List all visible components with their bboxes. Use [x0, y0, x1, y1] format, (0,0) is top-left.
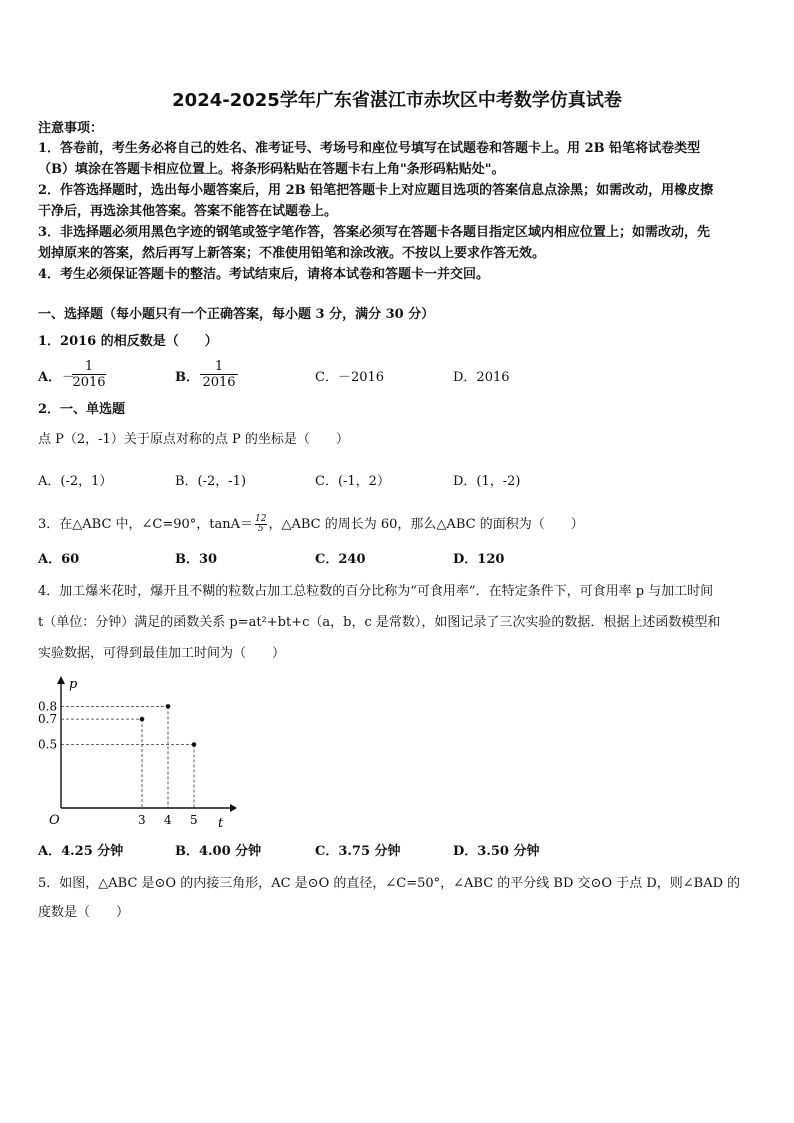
fraction-numerator: 1: [214, 359, 224, 374]
notice-heading: 注意事项：: [38, 121, 104, 136]
fraction-numerator: 1: [84, 359, 94, 374]
question-4-line-3: 实验数据，可得到最佳加工时间为（ ）: [38, 646, 286, 661]
q3-option-d: D．120: [453, 552, 505, 567]
q3-stem-pre: 3．在△ABC 中，∠C=90°，tanA＝: [38, 517, 254, 532]
y-tick-label: 0.5: [38, 737, 58, 752]
x-axis-arrow: [230, 804, 237, 812]
question-5-line-2: 度数是（ ）: [38, 905, 130, 920]
q1-option-c: C．－2016: [315, 370, 385, 385]
data-point: [140, 717, 145, 722]
q2-option-b: B．(-2，-1): [175, 474, 247, 489]
q3-tan-fraction: [255, 515, 266, 534]
x-tick-label: 4: [164, 813, 172, 827]
q3-option-b: B．30: [175, 552, 218, 567]
page-title: 2024-2025学年广东省湛江市赤坎区中考数学仿真试卷: [172, 90, 622, 111]
y-tick-label: 0.8: [38, 699, 58, 714]
q4-option-b: B．4.00 分钟: [175, 844, 262, 859]
section-heading: 一、选择题（每小题只有一个正确答案，每小题 3 分，满分 30 分）: [38, 307, 435, 322]
question-5-line-1: 5．如图，△ABC 是⊙O 的内接三角形，AC 是⊙O 的直径，∠C=50°，∠ABC 的平分线 BD 交⊙O 于点 D，则∠BAD 的: [38, 876, 741, 891]
notice-line: 1．答卷前，考生务必将自己的姓名、准考证号、考场号和座位号填写在试题卷和答题卡上。用 2B 铅笔将试卷类型: [38, 141, 701, 156]
question-4-line-2: t（单位：分钟）满足的函数关系 p=at²+bt+c（a，b，c 是常数），如图记录了三次实验的数据．根据上述函数模型和: [38, 615, 721, 630]
x-tick-label: 5: [190, 813, 198, 827]
q4-graph: [34, 672, 254, 832]
y-tick-label: 0.7: [38, 712, 58, 727]
q2-option-d: D．(1，-2): [453, 474, 521, 489]
question-3-stem: [38, 515, 584, 534]
origin-label: O: [49, 813, 60, 828]
x-axis-label: t: [218, 816, 224, 831]
x-tick-label: 3: [138, 813, 146, 827]
y-axis-label: p: [69, 677, 78, 692]
q1-option-a-fraction: [72, 359, 106, 390]
data-point: [166, 704, 171, 709]
question-1-stem: 1．2016 的相反数是（ ）: [38, 334, 218, 349]
q3-option-a: A．60: [38, 552, 80, 567]
q1-option-d: D．2016: [453, 370, 510, 385]
q1-option-a-sign: －: [62, 370, 76, 385]
q4-option-a: A．4.25 分钟: [38, 844, 124, 859]
fraction-denominator: 2016: [200, 374, 238, 390]
notice-line: （B）填涂在答题卡相应位置上。将条形码粘贴在答题卡右上角"条形码粘贴处"。: [38, 162, 505, 177]
question-2-stem: 2．一、单选题: [38, 402, 126, 417]
notice-line: 3．非选择题必须用黑色字迹的钢笔或签字笔作答，答案必须写在答题卡各题目指定区域内相应位置上；如需改动，先: [38, 225, 711, 240]
q3-stem-post: ，△ABC 的周长为 60，那么△ABC 的面积为（ ）: [268, 517, 584, 532]
q4-option-d: D．3.50 分钟: [453, 844, 540, 859]
q3-option-c: C．240: [315, 552, 366, 567]
notice-line: 2．作答选择题时，选出每小题答案后，用 2B 铅笔把答题卡上对应题目选项的答案信息点涂黑；如需改动，用橡皮擦: [38, 183, 714, 198]
fraction-denominator: 2016: [72, 375, 106, 390]
notice-line: 4．考生必须保证答题卡的整洁。考试结束后，请将本试卷和答题卡一并交回。: [38, 267, 490, 282]
fraction-denominator: 5: [255, 524, 266, 534]
notice-line: 划掉原来的答案，然后再写上新答案；不准使用铅笔和涂改液。不按以上要求作答无效。: [38, 246, 546, 261]
q1-option-b-fraction: [200, 359, 238, 390]
data-point: [192, 742, 197, 747]
q2-option-a: A．(-2，1）: [38, 474, 113, 489]
question-4-line-1: 4．加工爆米花时，爆开且不糊的粒数占加工总粒数的百分比称为“可食用率”．在特定条件下，可食用率 p 与加工时间: [38, 584, 714, 599]
q1-option-b-label: B．: [175, 370, 199, 385]
notice-line: 干净后，再选涂其他答案。答案不能答在试题卷上。: [38, 204, 338, 219]
fraction-numerator: 12: [255, 514, 267, 524]
y-axis-arrow: [57, 676, 65, 684]
question-2-sub: 点 P（2，-1）关于原点对称的点 P 的坐标是（ ）: [38, 432, 349, 447]
q1-option-a-label: A．: [38, 370, 62, 385]
q2-option-c: C．(-1，2）: [315, 474, 390, 489]
q4-option-c: C．3.75 分钟: [315, 844, 401, 859]
